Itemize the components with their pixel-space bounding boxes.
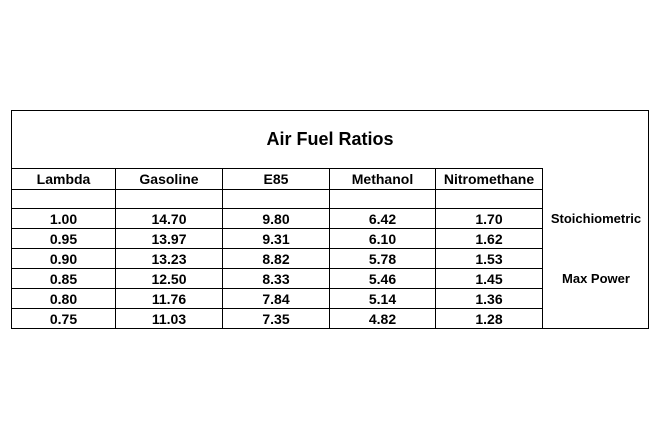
row-note: Stoichiometric (550, 211, 642, 226)
table-row (12, 229, 650, 249)
header-row (12, 169, 650, 190)
gasoline-cell: 11.76 (116, 289, 223, 309)
table-row (12, 249, 650, 269)
e85-cell: 9.80 (223, 209, 330, 229)
lambda-cell: 0.95 (12, 229, 116, 249)
row-note: Max Power (562, 271, 630, 286)
e85-cell: 7.35 (223, 309, 330, 329)
row-note (543, 229, 650, 249)
air-fuel-ratio-table (11, 168, 650, 329)
nitromethane-cell: 1.62 (436, 229, 543, 249)
lambda-cell: 0.75 (12, 309, 116, 329)
column-header-e85: E85 (223, 169, 330, 190)
nitromethane-cell: 1.53 (436, 249, 543, 269)
gasoline-cell: 13.97 (116, 229, 223, 249)
methanol-cell: 4.82 (330, 309, 436, 329)
table-row (12, 289, 650, 309)
lambda-cell: 0.90 (12, 249, 116, 269)
lambda-cell: 1.00 (12, 209, 116, 229)
methanol-cell: 6.10 (330, 229, 436, 249)
spacer-row (12, 190, 650, 209)
column-header-gasoline: Gasoline (116, 169, 223, 190)
table-title: Air Fuel Ratios (266, 128, 394, 149)
lambda-cell: 0.80 (12, 289, 116, 309)
lambda-cell: 0.85 (12, 269, 116, 289)
nitromethane-cell: 1.70 (436, 209, 543, 229)
gasoline-cell: 11.03 (116, 309, 223, 329)
gasoline-cell: 13.23 (116, 249, 223, 269)
gasoline-cell: 14.70 (116, 209, 223, 229)
table-row (12, 309, 650, 329)
spacer-cell (116, 190, 223, 209)
note-cell (543, 169, 650, 190)
table-row (12, 269, 650, 289)
e85-cell: 8.82 (223, 249, 330, 269)
nitromethane-cell: 1.36 (436, 289, 543, 309)
gasoline-cell: 12.50 (116, 269, 223, 289)
e85-cell: 8.33 (223, 269, 330, 289)
methanol-cell: 5.14 (330, 289, 436, 309)
e85-cell: 7.84 (223, 289, 330, 309)
methanol-cell: 5.78 (330, 249, 436, 269)
column-header-nitromethane: Nitromethane (436, 169, 543, 190)
nitromethane-cell: 1.45 (436, 269, 543, 289)
row-note (543, 289, 650, 309)
row-note (543, 309, 650, 329)
e85-cell: 9.31 (223, 229, 330, 249)
methanol-cell: 6.42 (330, 209, 436, 229)
spacer-cell (12, 190, 116, 209)
nitromethane-cell: 1.28 (436, 309, 543, 329)
table-row (12, 209, 650, 229)
spacer-cell (436, 190, 543, 209)
spacer-cell (223, 190, 330, 209)
methanol-cell: 5.46 (330, 269, 436, 289)
column-header-lambda: Lambda (12, 169, 116, 190)
note-cell (543, 190, 650, 209)
spacer-cell (330, 190, 436, 209)
row-note (543, 249, 650, 269)
column-header-methanol: Methanol (330, 169, 436, 190)
